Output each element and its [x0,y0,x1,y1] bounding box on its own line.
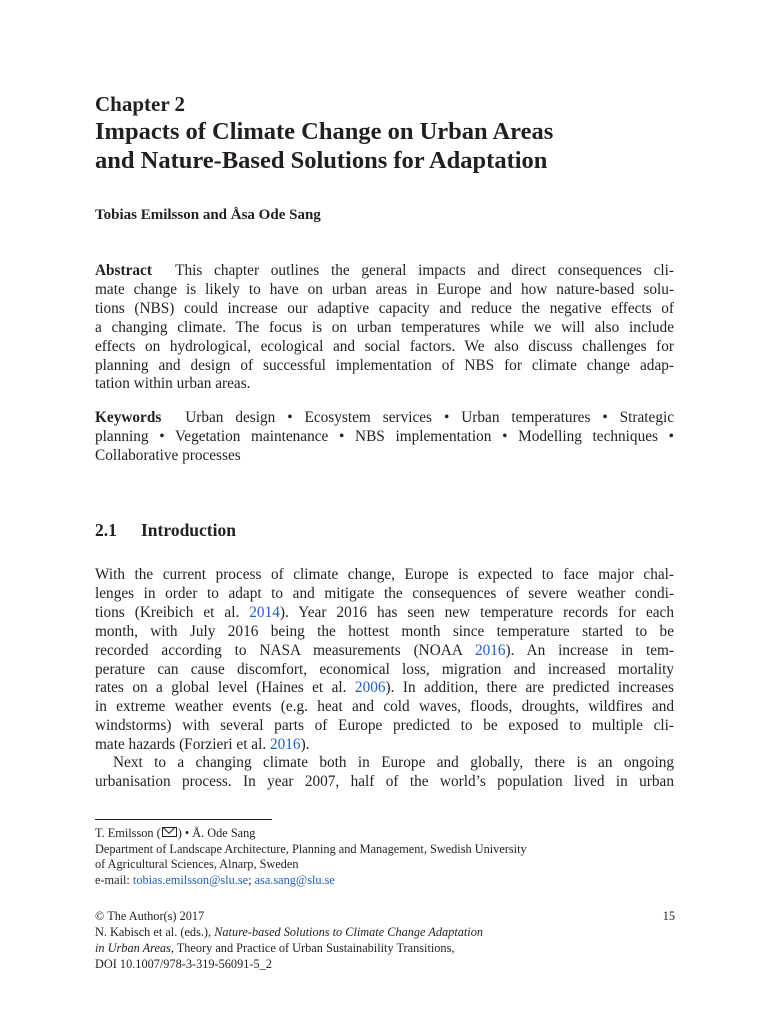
abstract-heading: Abstract [95,262,152,279]
footnote-text: ) • Å. Ode Sang [177,826,256,840]
intro-line: Next to a changing climate both in Europe and globally, there is an ongoing [113,754,674,771]
footnote-text: T. Emilsson ( [95,826,161,840]
abstract-text: This chapter outlines the general impacts and direct consequences cli- [175,262,674,279]
email-link-sang[interactable]: asa.sang@slu.se [254,873,335,887]
abstract [95,262,674,394]
intro-line: windstorms) with several parts of Europe predicted to be exposed to multiple cli- [95,717,674,735]
book-title: in Urban Areas [95,941,171,955]
keywords [95,409,674,466]
intro-text: recorded according to NASA measurements (NOAA [95,641,475,659]
chapter-title-line: and Nature-Based Solutions for Adaptation [95,147,548,174]
keywords-line: Collaborative processes [95,446,241,464]
section-title: Introduction [141,520,236,540]
book-citation [95,941,454,956]
footnote-text: e-mail: [95,873,133,887]
citation-link-haines-2006[interactable]: 2006 [354,679,386,697]
chapter-title-line: Impacts of Climate Change on Urban Areas [95,118,554,145]
book-title: Nature-based Solutions to Climate Change Adaptation [214,925,484,939]
section-number: 2.1 [95,520,117,540]
footnote-affiliation: Department of Landscape Architecture, Planning and Management, Swedish University [95,842,527,856]
copyright-line: © The Author(s) 2017 [95,909,205,923]
citation-text: N. Kabisch et al. (eds.), [95,925,215,939]
chapter-authors: Tobias Emilsson and Åsa Ode Sang [95,207,321,223]
intro-text: tions (Kreibich et al. [95,603,250,621]
footnote-authors [95,826,255,841]
abstract-line: a changing climate. The focus is on urban temperatures while we will also include [95,318,674,336]
intro-line [95,679,674,698]
intro-line [95,736,674,755]
intro-text: rates on a global level (Haines et al. [95,679,355,697]
abstract-line: planning and design of successful implementation of NBS for climate change adap- [95,356,674,374]
section-heading [95,520,236,541]
intro-text: mate hazards (Forzieri et al. [95,736,270,754]
citation-link-forzieri-2016[interactable]: 2016 [269,736,301,754]
abstract-line [95,262,674,281]
email-link-emilsson[interactable]: tobias.emilsson@slu.se [132,873,249,887]
chapter-label: Chapter 2 [95,92,186,116]
intro-line: perature can cause discomfort, economical loss, migration and increased mortality [95,660,674,678]
abstract-line: tation within urban areas. [95,375,251,393]
citation-link-kreibich-2014[interactable]: 2014 [249,603,280,621]
footnote-text: ; [248,873,255,887]
keywords-line: planning • Vegetation maintenance • NBS implementation • Modelling techniques • [95,427,674,445]
chapter-title [95,117,715,175]
citation-text: , Theory and Practice of Urban Sustainability Transitions, [170,941,455,955]
footnote-affiliation: of Agricultural Sciences, Alnarp, Sweden [95,857,299,871]
intro-line: month, with July 2016 being the hottest month since temperature started to be [95,622,674,640]
book-citation [95,925,483,940]
intro-line: With the current process of climate change, Europe is expected to face major chal- [95,566,674,583]
abstract-line: effects on hydrological, ecological and social factors. We also discuss challenges for [95,337,674,355]
envelope-icon [162,827,177,837]
intro-text: ). In addition, there are predicted increases [385,679,674,697]
intro-paragraph-2 [95,754,674,792]
intro-paragraph-1 [95,566,674,755]
intro-text: ). [300,736,310,754]
abstract-line: mate change is likely to have on urban areas in Europe and how nature-based solu- [95,280,674,298]
keywords-text: Urban design • Ecosystem services • Urban temperatures • Strategic [185,409,675,426]
abstract-line: tions (NBS) could increase our adaptive capacity and reduce the negative effects of [95,299,674,317]
intro-line: lenges in order to adapt to and mitigate the consequences of severe weather condi- [95,584,674,602]
intro-line [95,604,674,623]
intro-line [95,642,674,661]
page-number: 15 [662,909,675,923]
footnote-divider [95,819,272,820]
intro-line: urbanisation process. In year 2007, half of the world’s population lived in urban [95,772,674,790]
intro-line: in extreme weather events (e.g. heat and cold waves, floods, droughts, wildfires and [95,698,674,716]
intro-text: ). An increase in tem- [505,641,674,659]
intro-text: ). Year 2016 has seen new temperature records for each [279,603,674,621]
footnote-email [95,873,335,888]
keywords-line [95,409,674,428]
citation-link-noaa-2016[interactable]: 2016 [474,641,506,659]
doi: DOI 10.1007/978-3-319-56091-5_2 [95,957,272,971]
keywords-heading: Keywords [95,409,162,426]
